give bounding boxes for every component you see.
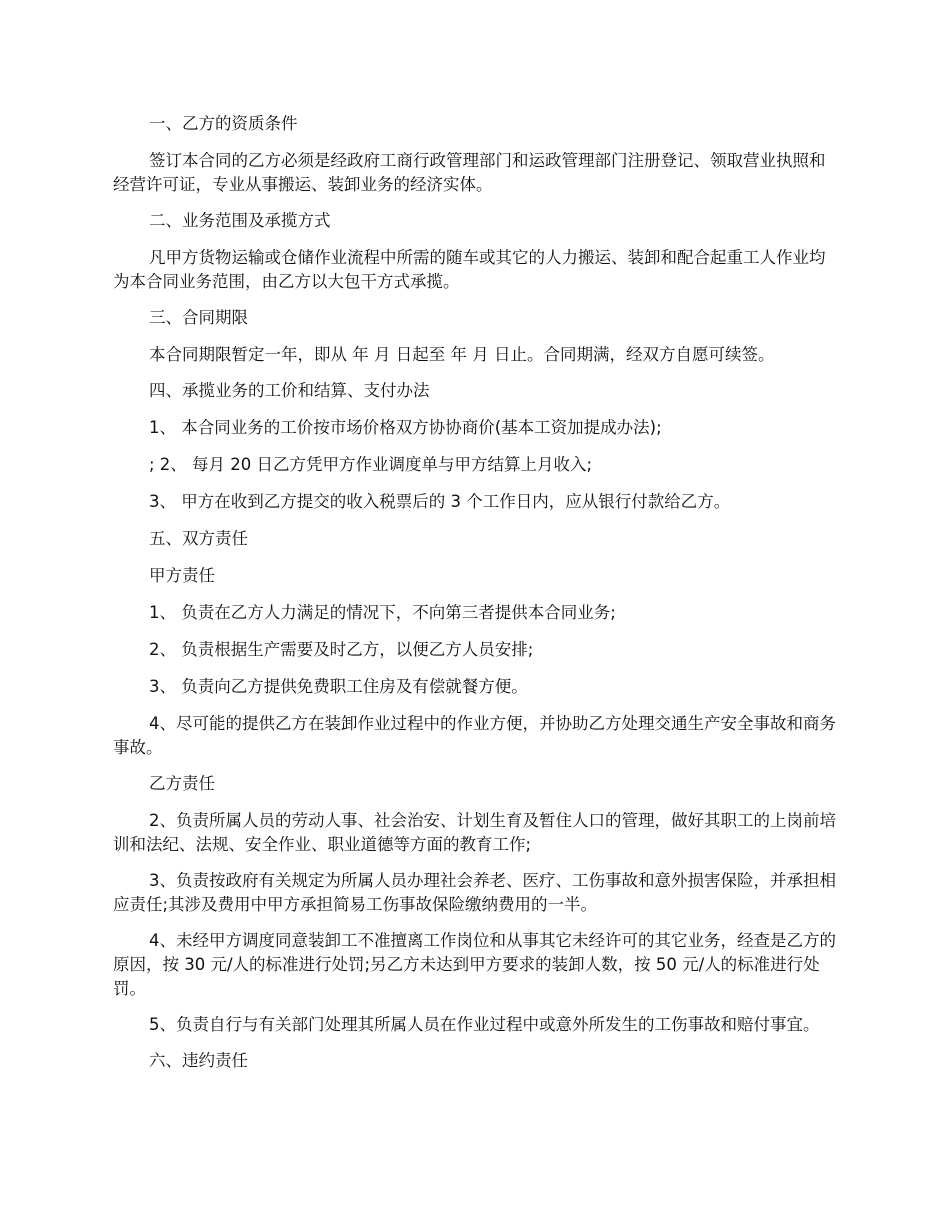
list-item-pricing-3: 3、 甲方在收到乙方提交的收入税票后的 3 个工作日内，应从银行付款给乙方。	[149, 492, 731, 511]
paragraph-qualifications: 签订本合同的乙方必须是经政府工商行政管理部门和运政管理部门注册登记、领取营业执照和经营许可证，专业从事搬运、装卸业务的经济实体。	[113, 151, 826, 194]
paragraph-business-scope: 凡甲方货物运输或仓储作业流程中所需的随车或其它的人力搬运、装卸和配合起重工人作业均为本合同业务范围，由乙方以大包干方式承揽。	[113, 248, 826, 291]
section-heading-responsibilities: 五、双方责任	[149, 529, 248, 548]
list-item-pricing-1: 1、 本合同业务的工价按市场价格双方协协商价(基本工资加提成办法);	[149, 418, 662, 437]
paragraph-contract-term: 本合同期限暂定一年，即从 年 月 日起至 年 月 日止。合同期满，经双方自愿可续签。	[149, 345, 775, 364]
list-item-party-a-4: 4、尽可能的提供乙方在装卸作业过程中的作业方便，并协助乙方处理交通生产安全事故和商务事故。	[113, 714, 836, 757]
subheading-party-a: 甲方责任	[149, 566, 215, 585]
section-heading-liability: 六、违约责任	[149, 1051, 248, 1070]
section-heading-business-scope: 二、业务范围及承揽方式	[149, 211, 331, 230]
subheading-party-b: 乙方责任	[149, 774, 215, 793]
document-body	[113, 112, 840, 1086]
list-item-pricing-2: ; 2、 每月 20 日乙方凭甲方作业调度单与甲方结算上月收入;	[149, 455, 593, 474]
section-heading-pricing-payment: 四、承揽业务的工价和结算、支付办法	[149, 381, 430, 400]
list-item-party-a-3: 3、 负责向乙方提供免费职工住房及有偿就餐方便。	[149, 677, 528, 696]
section-heading-qualifications: 一、乙方的资质条件	[149, 114, 298, 133]
list-item-party-b-5: 5、负责自行与有关部门处理其所属人员在作业过程中或意外所发生的工伤事故和赔付事宜。	[149, 1015, 820, 1034]
list-item-party-b-2: 2、负责所属人员的劳动人事、社会治安、计划生育及暂住人口的管理，做好其职工的上岗前培训和法纪、法规、安全作业、职业道德等方面的教育工作;	[113, 811, 836, 854]
list-item-party-a-2: 2、 负责根据生产需要及时乙方，以便乙方人员安排;	[149, 640, 534, 659]
section-heading-contract-term: 三、合同期限	[149, 308, 248, 327]
list-item-party-b-3: 3、负责按政府有关规定为所属人员办理社会养老、医疗、工伤事故和意外损害保险，并承担相应责任;其涉及费用中甲方承担简易工伤事故保险缴纳费用的一半。	[113, 871, 836, 914]
list-item-party-b-4: 4、未经甲方调度同意装卸工不准擅离工作岗位和从事其它未经许可的其它业务，经查是乙方的原因，按 30 元/人的标准进行处罚;另乙方未达到甲方要求的装卸人数，按 50 元/人的标准进行处罚。	[113, 931, 836, 998]
list-item-party-a-1: 1、 负责在乙方人力满足的情况下，不向第三者提供本合同业务;	[149, 603, 616, 622]
